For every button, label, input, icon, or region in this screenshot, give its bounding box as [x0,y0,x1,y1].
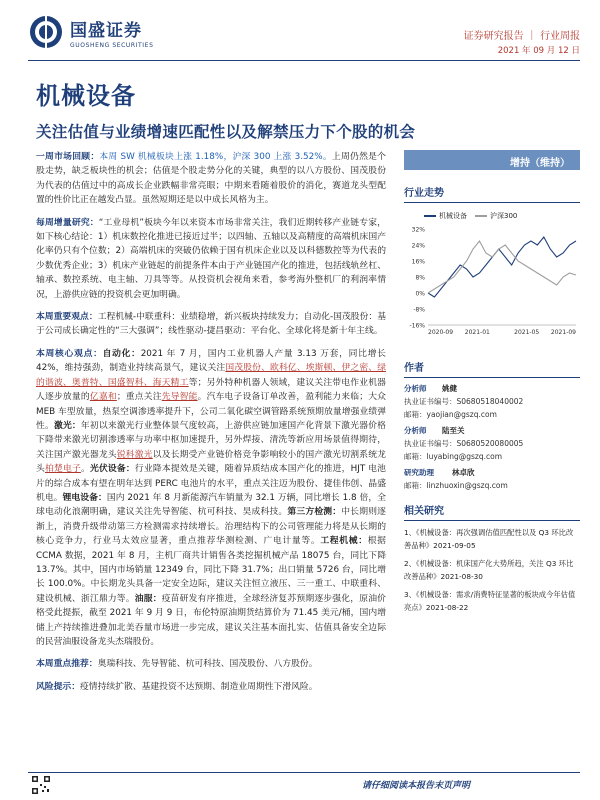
para-text: 工程机械-中联重科：业绩稳增，新兴板块持续发力；自动化-国茂股份：基于公司成长确定性的“三大强调”；线性驱动-捷昌驱动：平台化、全球化将是新十年主线。 [36,312,386,337]
main-title: 关注估值与业绩增速匹配性以及解禁压力下个股的机会 [36,123,416,141]
author-section-title: 作者 [404,359,580,378]
sub-label: 第三方检测： [287,507,342,518]
related-section-title: 相关研究 [404,502,580,521]
chart-svg [404,207,580,347]
author-cert: 执业证书编号：S0680520080005 [404,439,524,448]
para-text: 。 [80,464,90,475]
qr-code-icon [32,776,50,794]
para-weekly-research [36,216,386,302]
x-tick-label: 2020-09 [428,329,454,336]
sub-label: 激光： [53,420,81,431]
para-recommend [36,657,386,671]
legend-swatch [475,215,487,217]
author-name: 姚健 [442,384,457,393]
sub-label: 自动化： [102,348,141,359]
author-email[interactable]: 邮箱：linzhuoxin@gszq.com [404,481,508,490]
logo-en: GUOSHENG SECURITIES [70,41,154,49]
author-cert: 执业证书编号：S0680518040002 [404,397,524,406]
para-text: 奥瑞科技、先导智能、杭可科技、国茂股份、八方股份。 [97,659,318,670]
para-text: 疫情持续扩散、基建投资不达预期、制造业周期性下滑风险。 [80,681,318,692]
related-item[interactable]: 3、《机械设备：需求/消费特征显著的板块成今年估值亮点》2021-08-22 [404,590,576,612]
y-tick-label: -16% [409,322,425,330]
para-core-views [36,347,386,650]
para-text: 以及长期受产业链价格竞争影响较小的国产激光切割系统龙头 [36,449,386,475]
legend-label: 机械设备 [439,212,467,220]
x-tick-label: 2021-05 [514,329,540,336]
para-text: 2021 年 7 月，国内工业机器人产量 3.13 万套，同比增长 42%，维持强劲，制造业持续高景气，建议关注 [36,348,386,374]
stock-highlight: 国茂股份、欧科亿、埃斯顿、伊之密、绿的谐波、奥普特、国盛智科、海天精工 [36,363,386,388]
author-list [404,382,580,492]
para-text: 行业降本提效是关键，随着异质结成本国产化的推进，HJT 电池片的综合成本有望在明年达到 PERC 电池片的水平，重点关注迈为股份、捷佳伟创、晶盛机电。 [36,464,386,503]
sub-label: 光伏设备： [89,464,135,475]
industry-title: 机械设备 [36,82,136,110]
author-entry [404,466,580,492]
y-tick-label: 0% [415,290,425,298]
y-tick-label: 32% [411,226,425,234]
x-tick-label: 2021-01 [464,329,490,336]
y-tick-label: -8% [413,306,425,314]
related-item[interactable]: 2、《机械设备：机床国产化大势所趋，关注 Q3 环比改善品种》2021-08-30 [404,559,574,581]
series-line [428,237,576,297]
report-type: 证券研究报告 ｜ 行业周报 [463,31,580,42]
para-key-views [36,310,386,339]
stock-highlight: 亿嘉和 [89,392,117,403]
logo-cn: 国盛证券 [70,20,142,41]
sub-label: 油服： [134,593,162,604]
related-list [404,526,580,614]
author-name: 林卓欣 [452,468,475,477]
para-label: 一周市场回顾： [36,152,100,162]
para-risk [36,680,386,694]
para-text: 疫苗研发有序推进，全球经济复苏预期逐步强化，原油价格受此提振，截至 2021 年 9 月 9 日，布伦特原油期货结算价为 71.45 美元/桶，国内增储上产持续推进叠加北美吞量市场进一步完成，建议关注基本面扎实、估值具备安全边际的民营油服设备龙头杰瑞股份。 [36,593,386,647]
y-tick-label: 24% [411,242,425,250]
legend-swatch [424,215,436,217]
para-text: 中长期则逐渐上，消费升级带动第三方检测需求持续增长。治理结构下的公司管理能力将是从长期的核心竞争力，行业马太效应显著，重点推荐华测检测、广电计量等。 [36,507,386,547]
para-label: 风险提示： [36,681,80,692]
para-label: 本周重要观点： [36,312,98,323]
para-text: 国内 2021 年 8 月新能源汽车销量为 32.1 万辆，同比增长 1.8 倍，全球电动化浪潮明确，建议关注先导智能、杭可科技、昊成科技。 [36,492,386,518]
author-role: 分析师 [404,384,427,393]
stock-highlight: 锐科激光 [116,449,153,460]
chart-legend [424,211,525,221]
report-date: 2021 年 09 月 12 日 [497,46,580,56]
footer-rule [28,772,580,773]
author-email[interactable]: 邮箱：luyabing@gszq.com [404,452,502,461]
para-label: 本周重点推荐： [36,659,98,670]
logo [28,14,153,50]
author-email[interactable]: 邮箱：yaojian@gszq.com [404,410,497,419]
legend-item [424,211,467,221]
logo-icon [28,14,64,50]
chart-section-title: 行业走势 [404,184,580,203]
series-line [428,241,576,293]
legend-item [475,211,517,221]
header-rule [28,60,580,61]
para-text: 本周 SW 机械板块上涨 1.18%，沪深 300 上涨 3.52%。 [99,152,332,162]
para-market-review [36,150,386,208]
sub-label: 工程机械： [320,536,368,547]
left-column [36,150,386,702]
y-tick-label: 8% [415,274,425,282]
rating-badge: 增持（维持） [404,150,580,170]
stock-highlight: 柏楚电子 [45,464,81,475]
stock-highlight: 先导智能 [161,392,198,403]
author-name: 陆至关 [442,426,465,435]
para-text: 根据 CCMA 数据，2021 年 8 月，主机厂商共计销售各类挖掘机械产品 18075 台，同比下降 13.7%。其中，国内市场销量 12349 台，同比下降 31.7%；出口销量 5726 台，同比增长 100.0%。中长期龙头具备一定安全边际，建议关注恒立液压、三一重工、中联重科、建设机械、浙江鼎力等。 [36,536,386,604]
y-tick-label: 16% [411,258,425,266]
author-role: 分析师 [404,426,427,435]
related-item[interactable]: 1、《机械设备：再次强调估值匹配性以及 Q3 环比改善品种》2021-09-05 [404,528,574,550]
right-column [404,150,580,614]
author-entry [404,382,580,421]
author-role: 研究助理 [404,468,434,477]
para-text: “工业母机”板块今年以来资本市场非常关注，我们近期转移产业链专家，如下核心结论：1）机床数控化推进已接近过半；以四轴、五轴以及高精度的高端机床国产化率仍只有个位数；2）高端机床的突破仍依赖于国有机床企业以及以科德数控等为代表的少数优秀企业；3）机床产业链起的前提条件本由于产业链国产化的推进，包括线轨丝杠、轴承、数控系统、电主轴、刀具等等。从投资机会视角来看，参考海外整机厂的利润率情况，上游供应链的投资机会更加明确。 [36,217,386,300]
para-text: 。汽车电子设备订单改善，盈利能力来临；大众 MEB 车型放量，热泵空调渗透率提升下，公司二氧化碳空调管路系统预期放量增强业绩弹性。 [36,392,386,431]
footer-disclaimer: 请仔细阅读本报告末页声明 [361,781,470,791]
sub-label: 锂电设备： [62,492,107,503]
para-text: 上周仍然是个股走势，缺乏板块性的机会；估值是个股走势分化的关键，典型的以八方股份、国茂股份为代表的估值过中的高成长企业跌幅非常亮眼；中期来看随着股价的消化，赛道龙头型配置的性价比正在越发凸显。虽然短期还是以中成长风格为主。 [36,152,386,206]
industry-trend-chart [404,207,580,347]
author-entry [404,424,580,463]
legend-label: 沪深300 [490,212,518,220]
para-text: 等；另外特种机器人领域，建议关注带电作业机器人逐步放量的 [36,377,386,403]
para-text: 年初以来激光行业整体景气度较高，上游供应链加速国产化背景下激光器价格下降带来激光切割渗透率与功率中枢加速提升，另外焊接、清洗等新应用场景值得期待，关注国产激光器龙头 [36,420,386,460]
para-text: ；重点关注 [116,392,162,403]
para-label: 每周增量研究： [36,217,99,228]
para-label: 本周核心观点： [36,348,103,359]
x-tick-label: 2021-09 [550,329,576,336]
